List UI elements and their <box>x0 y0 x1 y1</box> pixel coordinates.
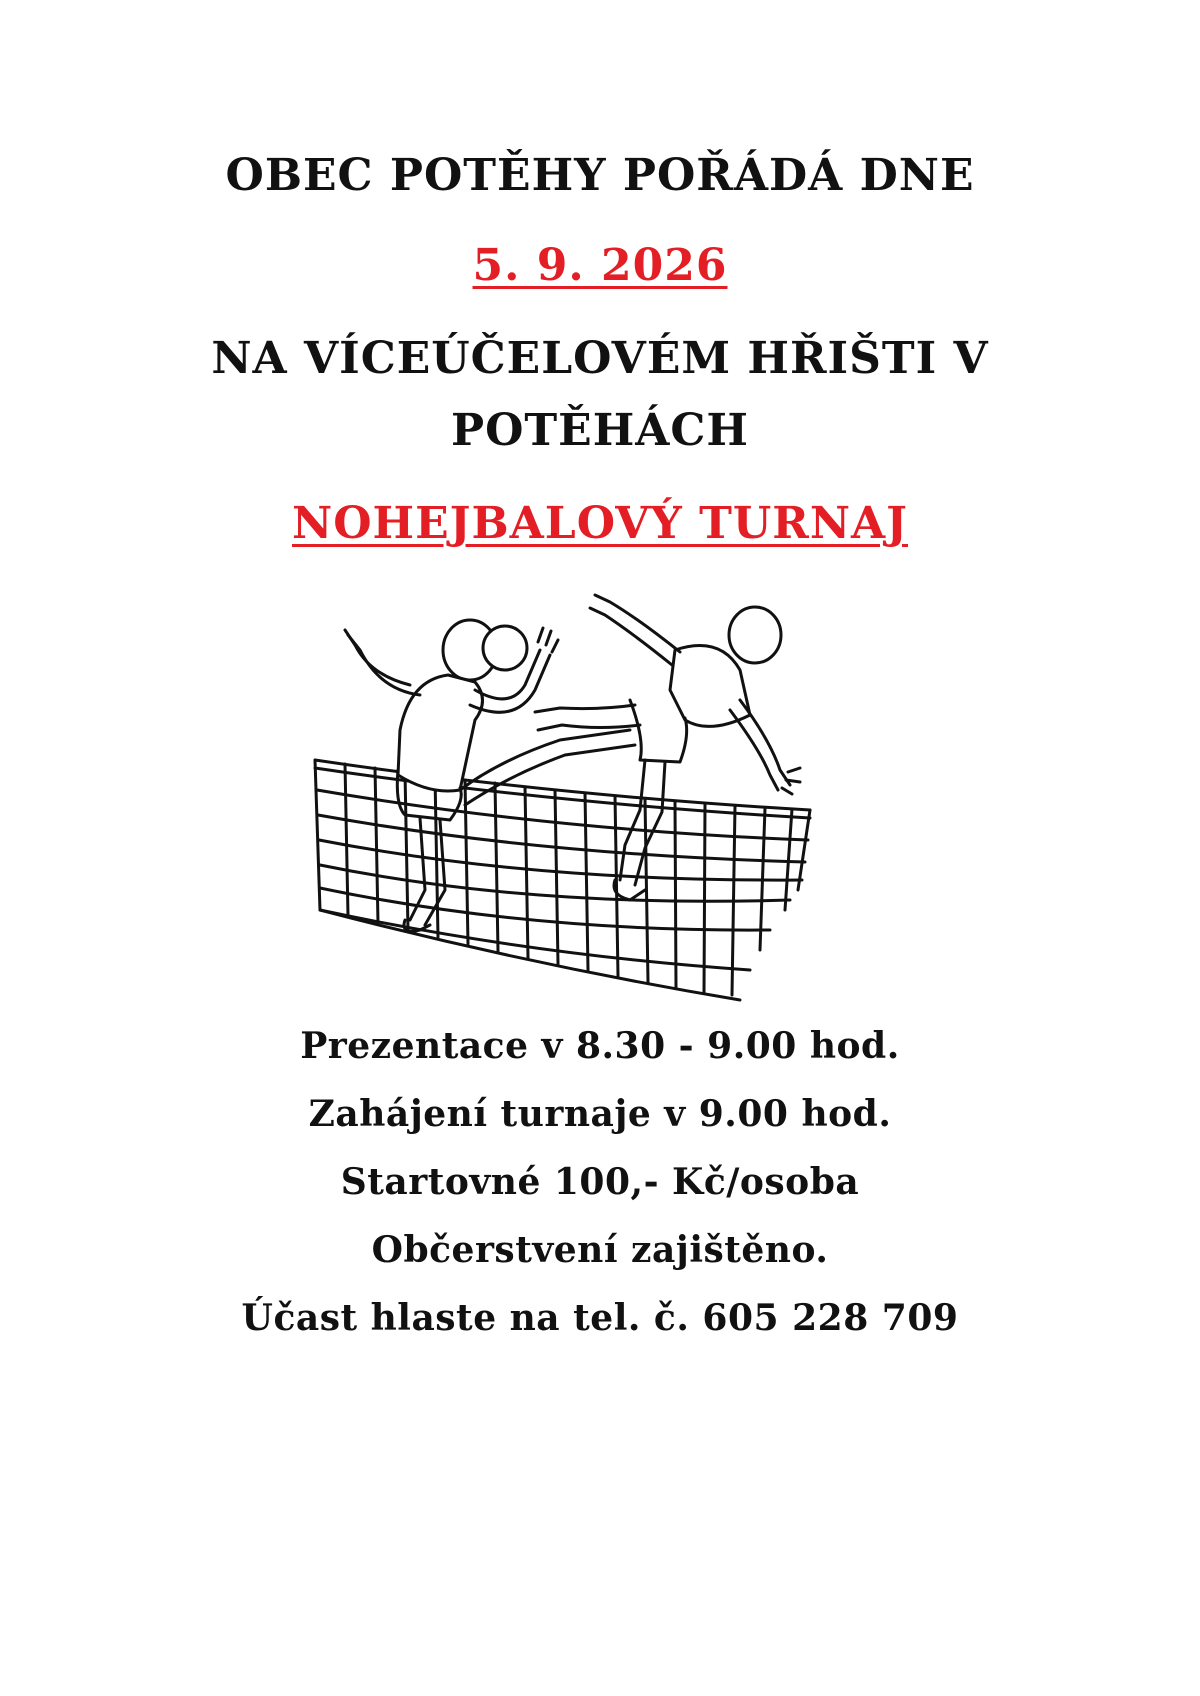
tournament-start-time: Zahájení turnaje v 9.00 hod. <box>308 1093 892 1135</box>
organizer-heading: OBEC POTĚHY POŘÁDÁ DNE <box>225 150 975 201</box>
venue-heading-line-2: POTĚHÁCH <box>451 405 749 456</box>
event-date: 5. 9. 2026 <box>472 240 728 291</box>
venue-heading-line-1: NA VÍCEÚČELOVÉM HŘIŠTI V <box>211 333 989 384</box>
event-title: NOHEJBALOVÝ TURNAJ <box>291 498 909 549</box>
entry-fee: Startovné 100,- Kč/osoba <box>340 1161 860 1203</box>
registration-time: Prezentace v 8.30 - 9.00 hod. <box>300 1025 900 1067</box>
contact-phone: Účast hlaste na tel. č. 605 228 709 <box>241 1297 959 1339</box>
footvolley-players-at-net-icon <box>300 590 890 1070</box>
refreshments-note: Občerstvení zajištěno. <box>371 1229 829 1271</box>
